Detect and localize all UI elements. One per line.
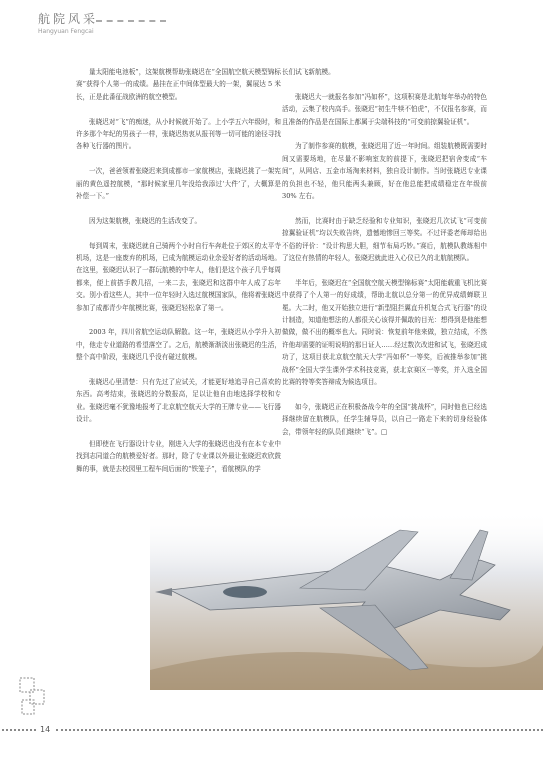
- left-column: [76, 66, 281, 488]
- right-paragraph: 为了制作参赛的航模，张晓迟用了近一年时间。组装航模既需要时间又需要场地，在尽量不影响室友的前提下，张晓迟把宿舍变成“车间”，从网店、五金市场淘来材料，独自设计制作。当时张晓迟专业课的负担也不轻，他只能两头兼顾，好在他总能把成绩稳定在年级前 30% 左右。: [282, 142, 487, 201]
- page-number: 14: [40, 725, 51, 734]
- header-subtitle: Hangyuan Fengcai: [38, 28, 94, 35]
- right-paragraph: 然而，比赛时由于缺乏经验和专业知识，张晓迟几次试飞“可变前掠翼验证机”均以失败告终，遗憾地惨回三等奖。不过评委老师却给出不俗的评价：“设计构思大胆，细节布局巧妙。”赛后，航模队教练相中了这位有热情的年轻人，张晓迟就此进入心仪已久的北航航模队。: [282, 216, 487, 263]
- right-paragraph: 长们试飞新航模。: [282, 68, 335, 76]
- left-paragraph: 但即使在飞行器设计专业，刚进入大学的张晓迟也没有在本专业中找到志同道合的航模爱好者。那时，除了专业课以外最让张晓迟欢欣鼓舞的事，就是去校园里工程车间后面的“铁笼子”，看航模队的学: [76, 440, 281, 473]
- left-paragraph: 每到周末，张晓迟就自己骑两个小时自行车奔赴位于郊区的太平寺机场，这是一座废弃的机场，已成为航模运动业余爱好者的活动场地。在这里，张晓迟认识了一群玩航模的中年人，他们是这个孩子几乎每周都来，便上前搭手教几招，一来二去，张晓迟和这群中年人成了忘年交。别小看这些人，其中一位年轻时入选过航模国家队，他将着张晓迟参加了成都青少年航模比赛，张晓迟轻松拿了第一。: [76, 241, 281, 312]
- header-dotted-rule: [96, 20, 166, 22]
- left-paragraph: 张晓迟心里清楚：只有先过了应试关，才能更好地追寻自己喜欢的东西。高考结束，张晓迟的分数报高，足以让他自由地选择学校和专业。张晓迟毫不犹豫地报考了北京航空航天大学的王牌专业——飞行器设计。: [76, 378, 281, 424]
- right-paragraph: 如今，张晓迟正在积极备战今年的全国“挑战杯”，同时他也已经选择继续留在航模队，任学生辅导员，以自己一路走下来的切身经验体会，带领年轻的队员们继续“飞”。□: [282, 402, 487, 436]
- right-column: [282, 66, 487, 451]
- left-paragraph: 一次，爸爸领着张晓迟来到成都市一家航模店，张晓迟挑了一架宪丽的黄色遥控航模，“那时候家里几年没给我添过‘大件’了，大概算是补偿一下。”: [76, 167, 281, 201]
- left-paragraph: 因为这架航模，张晓迟的生活改变了。: [89, 216, 202, 225]
- magazine-header: [38, 10, 98, 35]
- left-paragraph: 张晓迟对“飞”的痴迷，从小时候就开始了。上小学五六年级时，和许多那个年纪的男孩子一样，张晓迟热衷从报刊等一切可能的途径寻找各种飞行器的图片。: [76, 117, 281, 151]
- corner-decoration: [18, 676, 52, 718]
- fighter-jet-image: [150, 470, 543, 690]
- left-paragraph: 2003 年，四川省航空运动队解散。这一年，张晓迟从小学升入初中，他走专业道路的希望落空了。之后，航模渐渐淡出张晓迟的生活，整个高中阶段，张晓迟几乎没有碰过航模。: [76, 328, 281, 362]
- header-title: 航院风采: [38, 12, 99, 26]
- footer-dotted-rule-right: [56, 729, 543, 731]
- footer-dotted-rule-left: [2, 729, 36, 731]
- right-paragraph: 半年后，张晓迟在“全国航空航天模型锦标赛”太阳能载重飞机比赛中获得了个人第一的好成绩，帮助北航以总分第一的优异成绩蝉联卫冕。大二时，他又开始独立进行“新型阻拦翼直升机复合式飞行器”的设计制造，知道他想法的人都很关心该得并佩敢的目光：想得到是他能想做做，做不出的概率也大。同时说：恢复前年他来做，独立结成，不然许他却需要的证明说明的那日证人……经过数次改进和试飞，张晓迟成功了，这项目获北京航空航天大学“冯如杯”一等奖，后被推举参加“挑战杯”全国大学生课外学术科技竞赛，获北京赛区一等奖，并入选全国比赛的特等奖答辩成为候选项目。: [282, 278, 487, 387]
- left-paragraph: 量太阳能电池板”，这架航模帮助张晓迟在“全国航空航天模型锦标赛”获得个人第一的成绩。悬挂在正中间体型最大的一架，翼展达 5 米长，正是此番征战欧洲的航空模型。: [76, 68, 281, 101]
- right-paragraph: 张晓迟大一就报名参加“冯如杯”，这项积赛是北航每年举办的特色活动，云集了校内高手。张晓迟“初生牛犊不怕虎”，不仅报名参赛，而且准备的作品是在国际上都属于尖端科技的“可变前掠翼验证机”。: [282, 92, 487, 126]
